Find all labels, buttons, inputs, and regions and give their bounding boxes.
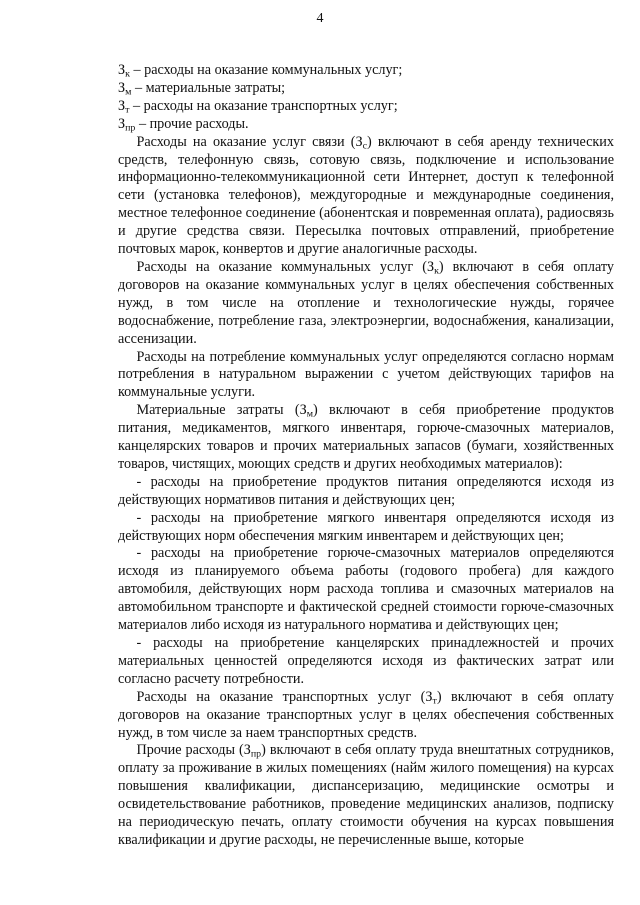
symbol-subscript: м — [306, 408, 313, 420]
definition-text: – расходы на оказание коммунальных услуг; — [129, 62, 403, 78]
paragraph-text: ) включают в себя приобретение продуктов питания, медикаментов, мягкого инвентаря, горюче-смазочных материалов, канцелярских товаров и прочих материальных запасов (бумаги, хозяйственных товаров, чистящих, моющих средств и других необходимых материалов): — [118, 402, 614, 472]
paragraph-text: Материальные затраты (З — [136, 402, 307, 419]
definition-zt — [118, 98, 614, 116]
paragraph-material-costs — [118, 402, 614, 474]
document-body — [118, 62, 614, 850]
symbol-subscript: пр — [250, 748, 262, 760]
definition-text: – расходы на оказание транспортных услуг; — [129, 97, 398, 114]
list-item-stationery: - расходы на приобретение канцелярских принадлежностей и прочих материальных ценностей определяются исходя из фактических затрат или согласно расчету потребности. — [118, 635, 614, 687]
list-item-fuel-lubricants: - расходы на приобретение горюче-смазочных материалов определяются исходя из планируемого объема работы (годового пробега) для каждого автомобиля, действующих норм расхода топлива и смазочных материалов на автомобильном транспорте и фактической средней стоимости горюче-смазочных материалов либо исходя из натурального норматива и действующих цен; — [118, 545, 614, 634]
symbol-subscript: м — [125, 86, 132, 98]
paragraph-text: Прочие расходы (З — [136, 742, 251, 759]
definition-text: – материальные затраты; — [131, 79, 286, 96]
symbol: З — [118, 115, 126, 132]
paragraph-text: ) включают в себя оплату труда внештатных сотрудников, оплату за проживание в жилых помещениях (найм жилого помещения) на курсах повышения квалификации, диспансеризацию, медицинские осмотры и освидетельствование работников, проведение медицинских анализов, подписку на периодическую печать, оплату стоимости обучения на курсах повышения квалификации и другие расходы, не перечисленные выше, которые — [118, 742, 614, 848]
symbol: З — [118, 97, 126, 114]
paragraph-text: Расходы на оказание транспортных услуг (З — [136, 688, 433, 705]
symbol-subscript: т — [125, 104, 130, 116]
symbol-subscript: пр — [125, 122, 136, 134]
paragraph-transport-services — [118, 689, 614, 743]
paragraph-text: ) включают в себя оплату договоров на оказание коммунальных услуг в целях обеспечения собственных нужд, в том числе на отопление и технологические нужды, горячее водоснабжение, потребление газа, электроэнергии, водоснабжения, канализации, ассенизации. — [118, 258, 614, 347]
paragraph-text: Расходы на оказание услуг связи (З — [136, 133, 363, 150]
page-number: 4 — [316, 11, 324, 26]
symbol: З — [118, 79, 126, 96]
paragraph-communication-services — [118, 134, 614, 259]
paragraph-utility-consumption: Расходы на потребление коммунальных услуг определяются согласно нормам потребления в натуральном выражении с учетом действующих тарифов на коммунальные услуги. — [118, 348, 614, 401]
paragraph-text: Расходы на оказание коммунальных услуг (З — [136, 258, 435, 275]
symbol-subscript: к — [434, 265, 439, 277]
definition-zpr — [118, 116, 614, 134]
paragraph-text: ) включают в себя аренду технических средств, телефонную связь, сотовую связь, подключение и использование информационно-телекоммуникационной сети Интернет, доступ к телефонной сети (установка телефонов), междугородные и международные соединения, местное телефонное соединение (абонентская и повременная оплата), радиосвязь и другие средства связи. Пересылка почтовых отправлений, приобретение почтовых марок, конвертов и другие аналогичные расходы. — [118, 133, 614, 258]
symbol-subscript: к — [125, 68, 130, 80]
definition-zk — [118, 62, 614, 80]
list-item-soft-inventory: - расходы на приобретение мягкого инвентаря определяются исходя из действующих норм обеспечения мягким инвентарем и действующих цен; — [118, 509, 614, 544]
list-item-food: - расходы на приобретение продуктов питания определяются исходя из действующих нормативов питания и действующих цен; — [118, 473, 614, 508]
symbol-subscript: т — [432, 695, 437, 707]
definition-text: – прочие расходы. — [135, 115, 249, 132]
symbol: З — [118, 62, 126, 78]
paragraph-other-expenses — [118, 742, 614, 849]
symbol-subscript: с — [362, 140, 368, 152]
definition-zm — [118, 80, 614, 98]
paragraph-text: ) включают в себя оплату договоров на оказание транспортных услуг в целях обеспечения собственных нужд, в том числе за наем транспортных средств. — [118, 688, 614, 741]
paragraph-utility-services — [118, 259, 614, 349]
